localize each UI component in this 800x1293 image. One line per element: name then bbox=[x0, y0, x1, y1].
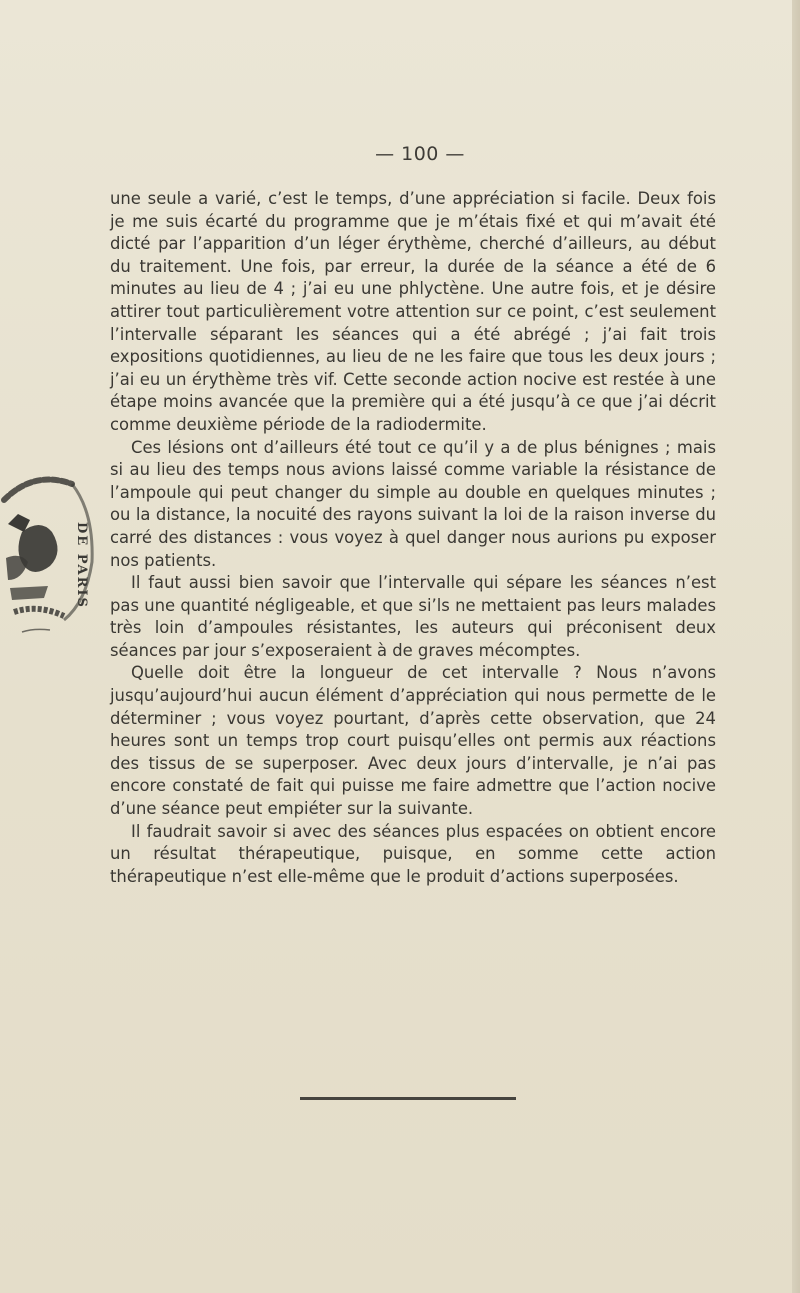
paragraph-3: Il faut aussi bien savoir que l’intervalle qui sépare les séances n’est pas une quantité négligeable, et que si’ls ne mettaient pas leurs malades très loin d’ampoules résistantes, les auteurs qui préconisent deux séances par jour s’exposeraient à de graves mécomptes. bbox=[110, 573, 716, 660]
end-rule bbox=[300, 1097, 516, 1100]
paragraph-5: Il faudrait savoir si avec des séances plus espacées on obtient encore un résultat thérapeutique, puisque, en somme cette action thérapeutique n’est elle-même que le produit d’actions superposées. bbox=[110, 821, 716, 886]
stamp-text: DE PARIS bbox=[74, 522, 89, 609]
page-edge bbox=[792, 0, 800, 1293]
paragraph-2: Ces lésions ont d’ailleurs été tout ce qu’il y a de plus bénignes ; mais si au lieu des temps nous avions laissé comme variable la résistance de l’ampoule qui peut changer du simple au double en quelques minutes ; ou la distance, la nocuité des rayons suivant la loi de la raison inverse du carré des distances : vous voyez à quel danger nous aurions pu exposer nos patients. bbox=[110, 437, 716, 570]
page-number: — 100 — bbox=[375, 143, 465, 165]
paragraph-4: Quelle doit être la longueur de cet intervalle ? Nous n’avons jusqu’aujourd’hui aucun élément d’appréciation qui nous permette de le déterminer ; vous voyez pourtant, d’après cette observation, que 24 heures sont un temps trop court puisqu’elles ont permis aux réactions des tissus de se superposer. Avec deux jours d’intervalle, je n’ai pas encore constaté de fait qui puisse me faire admettre que l’action nocive d’une séance peut empiéter sur la suivante. bbox=[110, 663, 716, 819]
library-stamp bbox=[0, 462, 100, 638]
body-text bbox=[110, 188, 716, 888]
paragraph-1: une seule a varié, c’est le temps, d’une appréciation si facile. Deux fois je me suis écarté du programme que je m’étais fixé et qui m’avait été dicté par l’apparition d’un léger érythème, cherché d’ailleurs, au début du traitement. Une fois, par erreur, la durée de la séance a été de 6 minutes au lieu de 4 ; j’ai eu une phlyctène. Une autre fois, et je désire attirer tout particulièrement votre attention sur ce point, c’est seulement l’intervalle séparant les séances qui a été abrégé ; j’ai fait trois expositions quotidiennes, au lieu de ne les faire que tous les deux jours ; j’ai eu un érythème très vif. Cette seconde action nocive est restée à une étape moins avancée que la première qui a été jusqu’à ce que j’ai décrit comme deuxième période de la radiodermite. bbox=[110, 189, 716, 434]
